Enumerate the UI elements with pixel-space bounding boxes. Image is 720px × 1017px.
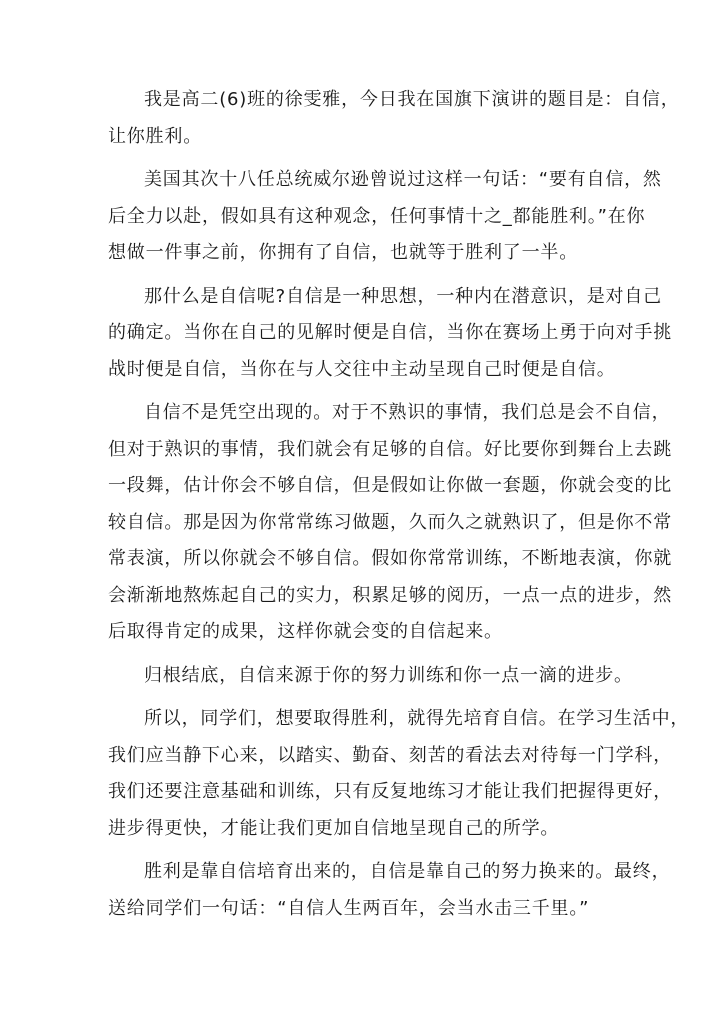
text-line: 会渐渐地熬炼起自己的实力，积累足够的阅历，一点一点的进步，然 bbox=[108, 584, 672, 606]
paragraph-wilson-quote bbox=[108, 162, 662, 272]
text-line: 一段舞，估计你会不够自信，但是假如让你做一套题，你就会变的比 bbox=[108, 475, 672, 496]
text-line: 想做一件事之前，你拥有了自信，也就等于胜利了一半。 bbox=[108, 242, 578, 263]
text-line: 较自信。那是因为你常常练习做题，久而久之就熟识了，但是你不常 bbox=[108, 511, 672, 533]
text-line: 自信不是凭空出现的。对于不熟识的事情，我们总是会不自信， bbox=[144, 402, 671, 423]
text-line: 我们应当静下心来，以踏实、勤奋、刻苦的看法去对待每一门学科， bbox=[108, 744, 672, 766]
text-line: 后全力以赴，假如具有这种观念，任何事情十之_都能胜利。”在你 bbox=[108, 205, 646, 227]
text-line: 归根结底，自信来源于你的努力训练和你一点一滴的进步。 bbox=[144, 664, 633, 686]
text-line: 但对于熟识的事情，我们就会有足够的自信。好比要你到舞台上去跳 bbox=[108, 438, 672, 460]
text-line: 我是高二(6)班的徐雯雅，今日我在国旗下演讲的题目是：自信， bbox=[144, 89, 680, 110]
text-line: 美国其次十八任总统威尔逊曾说过这样一句话：“要有自信，然 bbox=[144, 169, 662, 190]
paragraph-root-cause bbox=[108, 658, 633, 695]
text-line: 胜利是靠自信培育出来的，自信是靠自己的努力换来的。最终， bbox=[144, 861, 671, 882]
text-line: 常表演，所以你就会不够自信。假如你常常训练，不断地表演，你就 bbox=[108, 548, 672, 569]
text-line: 后取得肯定的成果，这样你就会变的自信起来。 bbox=[108, 621, 503, 642]
text-line: 那什么是自信呢?自信是一种思想，一种内在潜意识，是对自己 bbox=[144, 285, 662, 307]
speech-body bbox=[108, 82, 690, 934]
text-line: 的确定。当你在自己的见解时便是自信，当你在赛场上勇于向对手挑 bbox=[108, 322, 672, 343]
paragraph-what-is-confidence bbox=[108, 279, 672, 389]
text-line: 我们还要注意基础和训练，只有反复地练习才能让我们把握得更好， bbox=[108, 781, 672, 802]
text-line: 进步得更快，才能让我们更加自信地呈现自己的所学。 bbox=[108, 817, 560, 839]
text-line: 送给同学们一句话：“自信人生两百年，会当水击三千里。” bbox=[108, 897, 590, 919]
text-line: 让你胜利。 bbox=[108, 125, 202, 147]
paragraph-so-classmates bbox=[108, 701, 690, 847]
paragraph-conclusion bbox=[108, 854, 671, 927]
paragraph-intro bbox=[108, 82, 680, 155]
text-line: 战时便是自信，当你在与人交往中主动呈现自己时便是自信。 bbox=[108, 358, 616, 380]
text-line: 所以，同学们，想要取得胜利，就得先培育自信。在学习生活中， bbox=[144, 708, 690, 729]
paragraph-not-from-nowhere bbox=[108, 395, 672, 651]
